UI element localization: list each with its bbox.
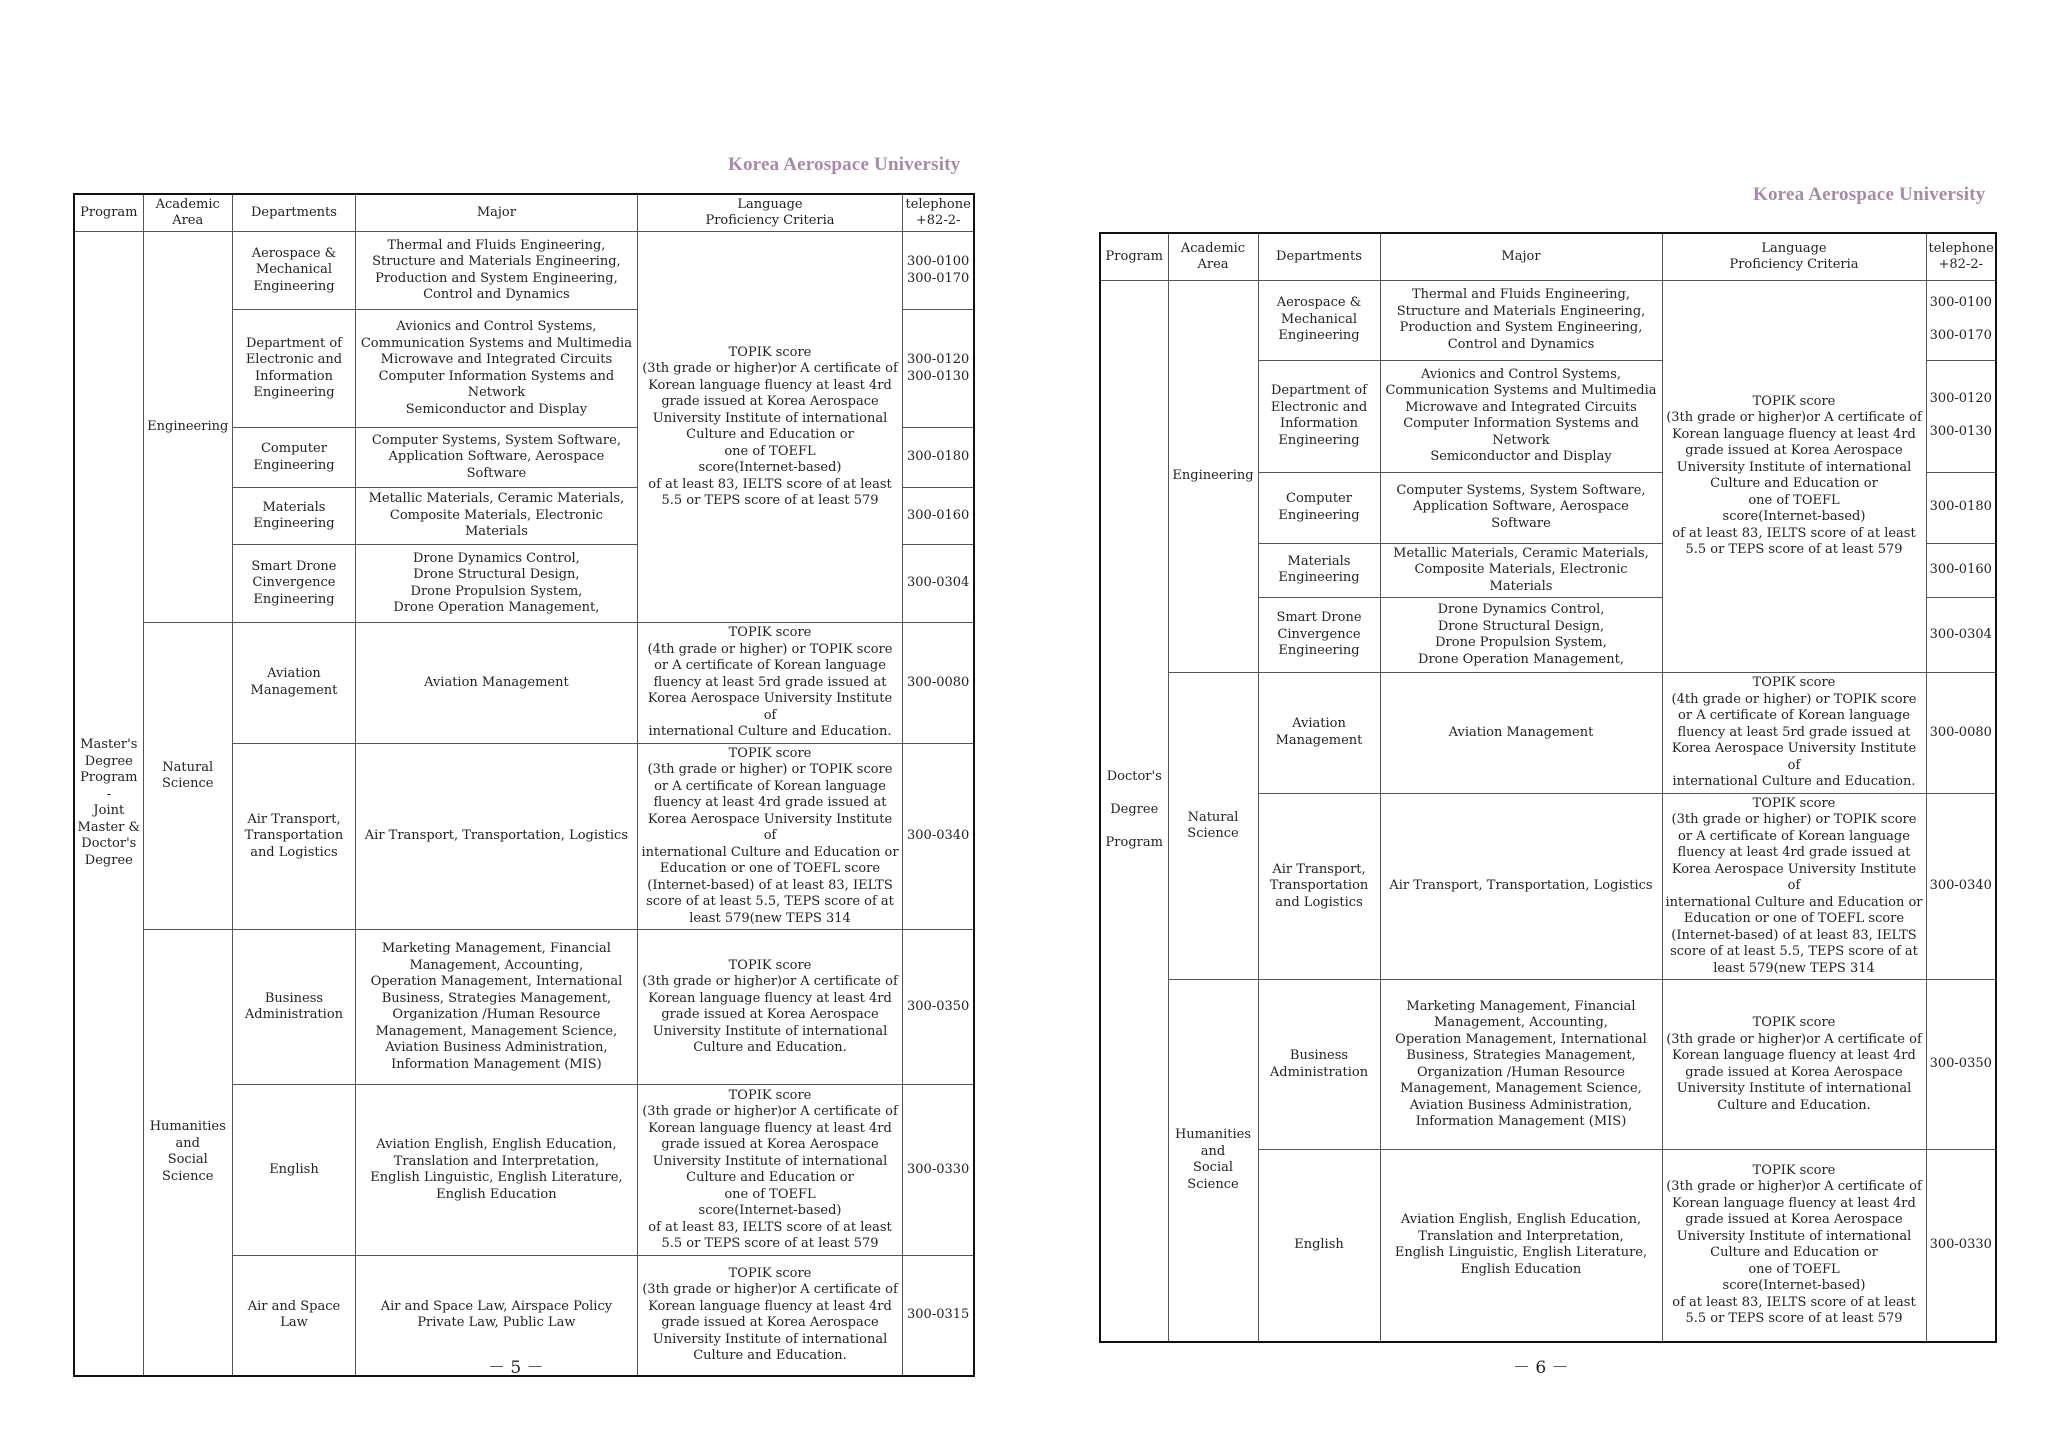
major-cell: Drone Dynamics Control, Drone Structural Design, Drone Propulsion System, Drone Operation Management, bbox=[1380, 598, 1662, 673]
table-row bbox=[1100, 673, 1996, 794]
telephone-cell: 300-0330 bbox=[903, 1085, 974, 1256]
telephone-cell: 300-0340 bbox=[1926, 793, 1996, 980]
university-header: Korea Aerospace University bbox=[728, 154, 961, 175]
table-row bbox=[74, 623, 974, 744]
col-header-departments: Departments bbox=[232, 194, 355, 232]
major-cell: Aviation Management bbox=[356, 623, 638, 744]
major-cell: Avionics and Control Systems, Communication Systems and Multimedia Microwave and Integrated Circuits Computer Information Systems and Network Semiconductor and Display bbox=[356, 310, 638, 428]
col-header-language: Language Proficiency Criteria bbox=[637, 194, 903, 232]
major-cell: Air Transport, Transportation, Logistics bbox=[1380, 793, 1662, 980]
major-cell: Avionics and Control Systems, Communication Systems and Multimedia Microwave and Integrated Circuits Computer Information Systems and Network Semiconductor and Display bbox=[1380, 360, 1662, 472]
department-cell: Materials Engineering bbox=[1258, 543, 1380, 598]
major-cell: Marketing Management, Financial Management, Accounting, Operation Management, International Business, Strategies Management, Organization /Human Resource Management, Management Science, Aviation Business Administration, Information Management (MIS) bbox=[356, 930, 638, 1085]
language-cell: TOPIK score (4th grade or higher) or TOPIK score or A certificate of Korean language fluency at least 5rd grade issued at Korea Aerospace University Institute of international Culture and Education. bbox=[1662, 673, 1926, 794]
department-cell: Air Transport, Transportation and Logistics bbox=[232, 743, 355, 930]
telephone-cell: 300-0080 bbox=[903, 623, 974, 744]
major-cell: Air and Space Law, Airspace Policy Private Law, Public Law bbox=[356, 1256, 638, 1376]
language-cell: TOPIK score (3th grade or higher) or TOPIK score or A certificate of Korean language fluency at least 4rd grade issued at Korea Aerospace University Institute of international Culture and Education or Education or one of TOEFL score (Internet-based) of at least 83, IELTS score of at least 5.5, TEPS score of at least 579(new TEPS 314 bbox=[637, 743, 903, 930]
department-cell: Aviation Management bbox=[1258, 673, 1380, 794]
telephone-cell: 300-0080 bbox=[1926, 673, 1996, 794]
major-cell: Thermal and Fluids Engineering, Structure and Materials Engineering, Production and System Engineering, Control and Dynamics bbox=[1380, 280, 1662, 360]
language-cell: TOPIK score (3th grade or higher) or TOPIK score or A certificate of Korean language fluency at least 4rd grade issued at Korea Aerospace University Institute of international Culture and Education or Education or one of TOEFL score (Internet-based) of at least 83, IELTS score of at least 5.5, TEPS score of at least 579(new TEPS 314 bbox=[1662, 793, 1926, 980]
telephone-cell: 300-0330 bbox=[1926, 1150, 1996, 1342]
department-cell: Computer Engineering bbox=[1258, 472, 1380, 543]
department-cell: Materials Engineering bbox=[232, 488, 355, 545]
col-header-telephone: telephone +82-2- bbox=[1926, 233, 1996, 280]
department-cell: Computer Engineering bbox=[232, 428, 355, 488]
department-cell: Business Administration bbox=[1258, 980, 1380, 1150]
telephone-cell: 300-0350 bbox=[903, 930, 974, 1085]
table-row bbox=[74, 930, 974, 1085]
program-cell: Master's Degree Program - Joint Master & Doctor's Degree bbox=[74, 232, 143, 1376]
telephone-cell: 300-0340 bbox=[903, 743, 974, 930]
major-cell: Thermal and Fluids Engineering, Structure and Materials Engineering, Production and System Engineering, Control and Dynamics bbox=[356, 232, 638, 310]
telephone-cell: 300-0304 bbox=[1926, 598, 1996, 673]
telephone-cell: 300-0315 bbox=[903, 1256, 974, 1376]
col-header-departments: Departments bbox=[1258, 233, 1380, 280]
language-cell: TOPIK score (3th grade or higher)or A certificate of Korean language fluency at least 4rd grade issued at Korea Aerospace University Institute of international Culture and Education or one of TOEFL score(Internet-based) of at least 83, IELTS score of at least 5.5 or TEPS score of at least 579 bbox=[1662, 1150, 1926, 1342]
telephone-cell: 300-0350 bbox=[1926, 980, 1996, 1150]
telephone-cell: 300-0100 300-0170 bbox=[1926, 280, 1996, 360]
col-header-program: Program bbox=[1100, 233, 1168, 280]
major-cell: Air Transport, Transportation, Logistics bbox=[356, 743, 638, 930]
university-header: Korea Aerospace University bbox=[1753, 184, 1986, 205]
department-cell: English bbox=[1258, 1150, 1380, 1342]
page-number: － 5 － bbox=[488, 1358, 544, 1378]
department-cell: English bbox=[232, 1085, 355, 1256]
academic-area-cell: Natural Science bbox=[1168, 673, 1258, 980]
table-row bbox=[1100, 280, 1996, 360]
academic-area-cell: Engineering bbox=[1168, 280, 1258, 673]
program-table-masters bbox=[73, 193, 975, 1377]
department-cell: Department of Electronic and Information Engineering bbox=[232, 310, 355, 428]
document-page-5 bbox=[0, 0, 1020, 1449]
table-header-row bbox=[1100, 233, 1996, 280]
language-cell: TOPIK score (3th grade or higher)or A certificate of Korean language fluency at least 4rd grade issued at Korea Aerospace University Institute of international Culture and Education or one of TOEFL score(Internet-based) of at least 83, IELTS score of at least 5.5 or TEPS score of at least 579 bbox=[637, 1085, 903, 1256]
department-cell: Aviation Management bbox=[232, 623, 355, 744]
department-cell: Air Transport, Transportation and Logistics bbox=[1258, 793, 1380, 980]
telephone-cell: 300-0120 300-0130 bbox=[903, 310, 974, 428]
document-page-6 bbox=[1050, 0, 2048, 1449]
academic-area-cell: Natural Science bbox=[143, 623, 232, 930]
language-cell: TOPIK score (3th grade or higher)or A certificate of Korean language fluency at least 4rd grade issued at Korea Aerospace University Institute of international Culture and Education. bbox=[637, 930, 903, 1085]
telephone-cell: 300-0180 bbox=[1926, 472, 1996, 543]
academic-area-cell: Humanities and Social Science bbox=[143, 930, 232, 1376]
program-cell: Doctor's Degree Program bbox=[1100, 280, 1168, 1342]
col-header-academic-area: Academic Area bbox=[1168, 233, 1258, 280]
col-header-program: Program bbox=[74, 194, 143, 232]
department-cell: Smart Drone Cinvergence Engineering bbox=[232, 545, 355, 623]
col-header-academic-area: Academic Area bbox=[143, 194, 232, 232]
department-cell: Business Administration bbox=[232, 930, 355, 1085]
academic-area-cell: Humanities and Social Science bbox=[1168, 980, 1258, 1342]
program-table-doctors bbox=[1099, 232, 1997, 1343]
col-header-major: Major bbox=[356, 194, 638, 232]
academic-area-cell: Engineering bbox=[143, 232, 232, 623]
telephone-cell: 300-0160 bbox=[1926, 543, 1996, 598]
col-header-major: Major bbox=[1380, 233, 1662, 280]
major-cell: Computer Systems, System Software, Application Software, Aerospace Software bbox=[356, 428, 638, 488]
major-cell: Metallic Materials, Ceramic Materials, Composite Materials, Electronic Materials bbox=[356, 488, 638, 545]
language-cell: TOPIK score (3th grade or higher)or A certificate of Korean language fluency at least 4rd grade issued at Korea Aerospace University Institute of international Culture and Education. bbox=[637, 1256, 903, 1376]
table-row bbox=[74, 232, 974, 310]
telephone-cell: 300-0304 bbox=[903, 545, 974, 623]
col-header-language: Language Proficiency Criteria bbox=[1662, 233, 1926, 280]
major-cell: Aviation Management bbox=[1380, 673, 1662, 794]
telephone-cell: 300-0120 300-0130 bbox=[1926, 360, 1996, 472]
department-cell: Aerospace & Mechanical Engineering bbox=[1258, 280, 1380, 360]
major-cell: Aviation English, English Education, Translation and Interpretation, English Linguistic, English Literature, English Education bbox=[1380, 1150, 1662, 1342]
department-cell: Department of Electronic and Information Engineering bbox=[1258, 360, 1380, 472]
language-cell: TOPIK score (4th grade or higher) or TOPIK score or A certificate of Korean language fluency at least 5rd grade issued at Korea Aerospace University Institute of international Culture and Education. bbox=[637, 623, 903, 744]
department-cell: Air and Space Law bbox=[232, 1256, 355, 1376]
language-cell: TOPIK score (3th grade or higher)or A certificate of Korean language fluency at least 4rd grade issued at Korea Aerospace University Institute of international Culture and Education. bbox=[1662, 980, 1926, 1150]
table-row bbox=[1100, 980, 1996, 1150]
language-cell: TOPIK score (3th grade or higher)or A certificate of Korean language fluency at least 4rd grade issued at Korea Aerospace University Institute of international Culture and Education or one of TOEFL score(Internet-based) of at least 83, IELTS score of at least 5.5 or TEPS score of at least 579 bbox=[1662, 280, 1926, 673]
department-cell: Aerospace & Mechanical Engineering bbox=[232, 232, 355, 310]
page-number: － 6 － bbox=[1513, 1358, 1569, 1378]
major-cell: Drone Dynamics Control, Drone Structural Design, Drone Propulsion System, Drone Operation Management, bbox=[356, 545, 638, 623]
major-cell: Marketing Management, Financial Management, Accounting, Operation Management, International Business, Strategies Management, Organization /Human Resource Management, Management Science, Aviation Business Administration, Information Management (MIS) bbox=[1380, 980, 1662, 1150]
col-header-telephone: telephone +82-2- bbox=[903, 194, 974, 232]
major-cell: Aviation English, English Education, Translation and Interpretation, English Linguistic, English Literature, English Education bbox=[356, 1085, 638, 1256]
table-header-row bbox=[74, 194, 974, 232]
telephone-cell: 300-0160 bbox=[903, 488, 974, 545]
telephone-cell: 300-0180 bbox=[903, 428, 974, 488]
telephone-cell: 300-0100 300-0170 bbox=[903, 232, 974, 310]
major-cell: Computer Systems, System Software, Application Software, Aerospace Software bbox=[1380, 472, 1662, 543]
major-cell: Metallic Materials, Ceramic Materials, Composite Materials, Electronic Materials bbox=[1380, 543, 1662, 598]
language-cell: TOPIK score (3th grade or higher)or A certificate of Korean language fluency at least 4rd grade issued at Korea Aerospace University Institute of international Culture and Education or one of TOEFL score(Internet-based) of at least 83, IELTS score of at least 5.5 or TEPS score of at least 579 bbox=[637, 232, 903, 623]
department-cell: Smart Drone Cinvergence Engineering bbox=[1258, 598, 1380, 673]
